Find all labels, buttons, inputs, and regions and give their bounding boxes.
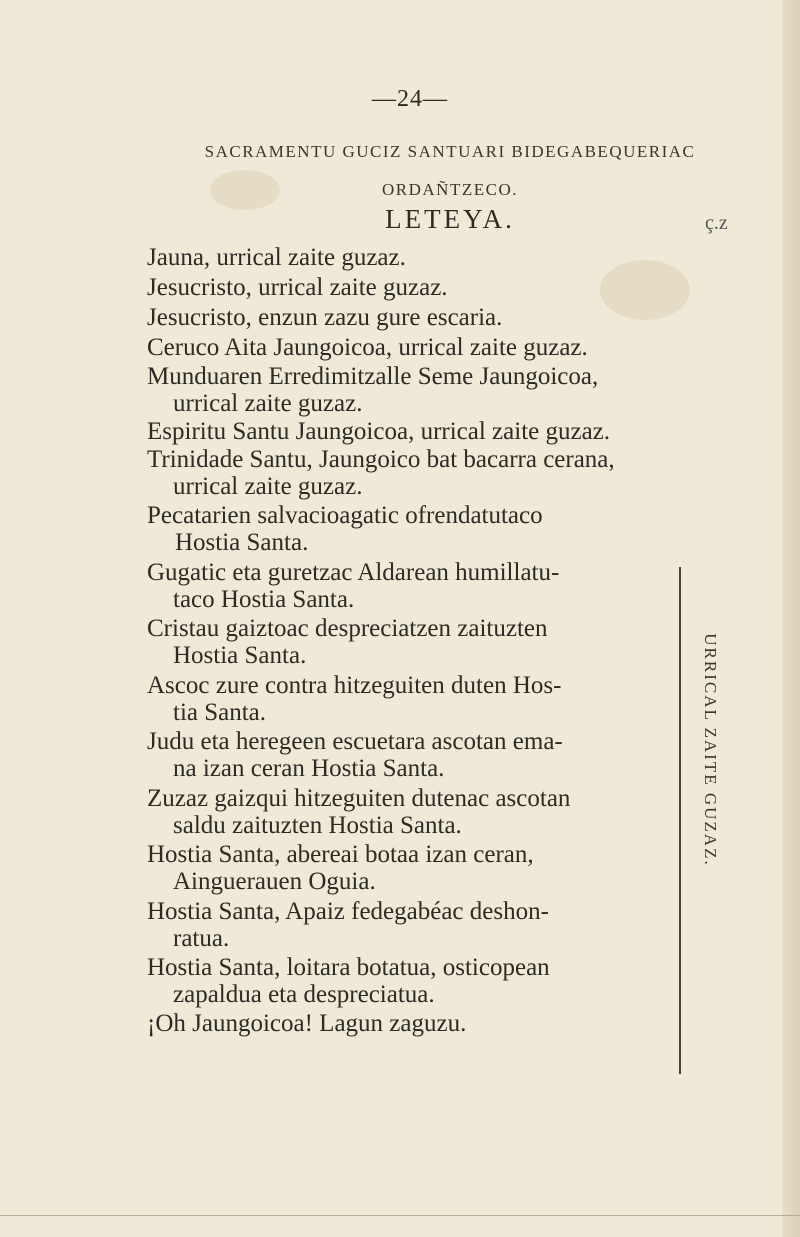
litany-line: urrical zaite guzaz.	[173, 473, 363, 500]
litany-line: Espiritu Santu Jaungoicoa, urrical zaite guzaz.	[147, 418, 611, 445]
litany-line: Ceruco Aita Jaungoicoa, urrical zaite guzaz.	[147, 334, 588, 361]
litany-line: Hostia Santa, loitara botatua, osticopean	[147, 954, 550, 981]
page-bottom-edge	[0, 1215, 800, 1216]
litany-line: na izan ceran Hostia Santa.	[173, 755, 445, 782]
litany-title: LETEYA.	[385, 204, 515, 234]
litany-line: zapaldua eta despreciatua.	[173, 981, 435, 1008]
paper-stain	[600, 260, 690, 320]
response-text: URRICAL ZAITE GUZAZ.	[701, 633, 720, 867]
litany-line: Pecatarien salvacioagatic ofrendatutaco	[147, 502, 543, 529]
litany-line: ratua.	[173, 925, 230, 952]
page-number: —24—	[372, 86, 448, 112]
litany-line: Munduaren Erredimitzalle Seme Jaungoicoa,	[147, 363, 599, 390]
litany-line: Cristau gaiztoac despreciatzen zaituzten	[147, 615, 548, 642]
litany-line: Gugatic eta guretzac Aldarean humillatu-	[147, 559, 560, 586]
litany-line: Hostia Santa.	[175, 529, 309, 556]
page-edge	[782, 0, 800, 1237]
litany-line: Jesucristo, urrical zaite guzaz.	[147, 274, 448, 301]
litany-line: Hostia Santa, abereai botaa izan ceran,	[147, 841, 534, 868]
litany-line: tia Santa.	[173, 699, 267, 726]
litany-line: urrical zaite guzaz.	[173, 390, 363, 417]
margin-mark: ç.z	[705, 212, 728, 234]
response-bracket	[663, 567, 681, 1074]
litany-line: Ainguerauen Oguia.	[173, 868, 376, 895]
litany-line: ¡Oh Jaungoicoa! Lagun zaguzu.	[147, 1010, 467, 1037]
litany-line: taco Hostia Santa.	[173, 586, 355, 613]
litany-line: Ascoc zure contra hitzeguiten duten Hos-	[147, 672, 562, 699]
litany-line: Trinidade Santu, Jaungoico bat bacarra cerana,	[147, 446, 615, 473]
litany-line: Hostia Santa, Apaiz fedegabéac deshon-	[147, 898, 549, 925]
litany-line: saldu zaituzten Hostia Santa.	[173, 812, 462, 839]
litany-line: Judu eta heregeen escuetara ascotan ema-	[147, 728, 563, 755]
response-label	[695, 620, 725, 880]
litany-line: Jesucristo, enzun zazu gure escaria.	[147, 304, 503, 331]
litany-line: Zuzaz gaizqui hitzeguiten dutenac ascotan	[147, 785, 571, 812]
section-heading: SACRAMENTU GUCIZ SANTUARI BIDEGABEQUERIAC ORDAÑTZECO.	[204, 142, 696, 199]
litany-line: Jauna, urrical zaite guzaz.	[147, 244, 406, 271]
litany-line: Hostia Santa.	[173, 642, 307, 669]
